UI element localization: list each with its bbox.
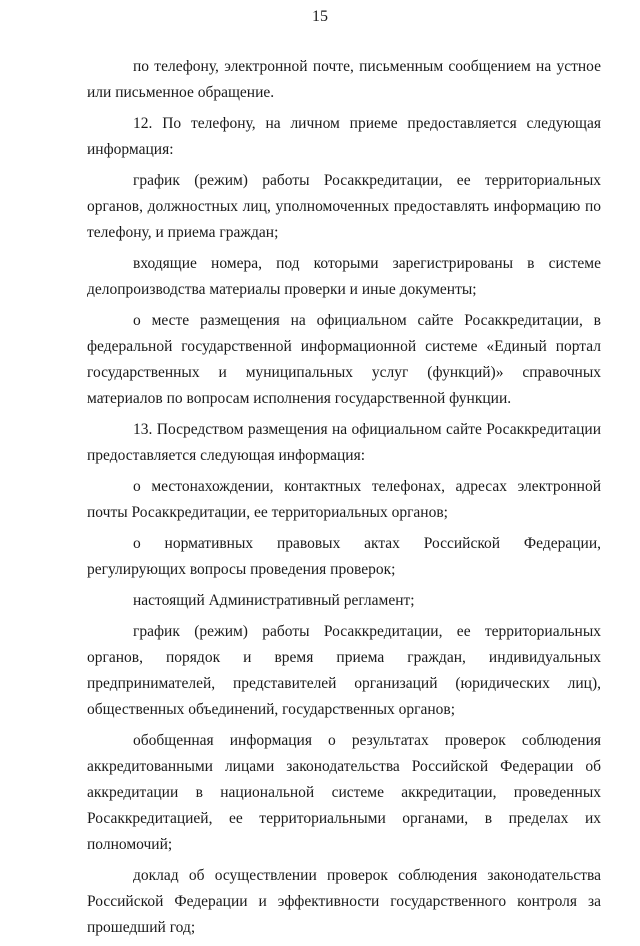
paragraph: о местонахождении, контактных телефонах, адресах электронной почты Росаккредитации, ее территориальных органов;	[87, 478, 601, 521]
paragraph: о месте размещения на официальном сайте Росаккредитации, в федеральной государственной информационной системе «Единый портал государственных и муниципальных услуг (функций)» справочных материалов по вопросам исполнения государственной функции.	[87, 312, 601, 407]
paragraph: настоящий Административный регламент;	[133, 592, 415, 609]
paragraph: 12. По телефону, на личном приеме предоставляется следующая информация:	[87, 115, 601, 158]
page-number: 15	[312, 8, 328, 25]
paragraph: по телефону, электронной почте, письменным сообщением на устное или письменное обращение.	[87, 58, 601, 101]
paragraph: о нормативных правовых актах Российской Федерации, регулирующих вопросы проведения проверок;	[87, 535, 601, 578]
paragraph: обобщенная информация о результатах проверок соблюдения аккредитованными лицами законодательства Российской Федерации об аккредитации в национальной системе аккредитации, проведенных Росаккредитацией, ее территориальными органами, в пределах их полномочий;	[87, 732, 601, 853]
document-body	[87, 54, 601, 946]
paragraph: график (режим) работы Росаккредитации, ее территориальных органов, должностных лиц, уполномоченных предоставлять информацию по телефону, и приема граждан;	[87, 172, 601, 241]
paragraph: доклад об осуществлении проверок соблюдения законодательства Российской Федерации и эффективности государственного контроля за прошедший год;	[87, 867, 601, 936]
paragraph: 13. Посредством размещения на официальном сайте Росаккредитации предоставляется следующая информация:	[87, 421, 601, 464]
paragraph: входящие номера, под которыми зарегистрированы в системе делопроизводства материалы проверки и иные документы;	[87, 255, 601, 298]
paragraph: график (режим) работы Росаккредитации, ее территориальных органов, порядок и время приема граждан, индивидуальных предпринимателей, представителей организаций (юридических лиц), общественных объединений, государственных органов;	[87, 623, 601, 718]
